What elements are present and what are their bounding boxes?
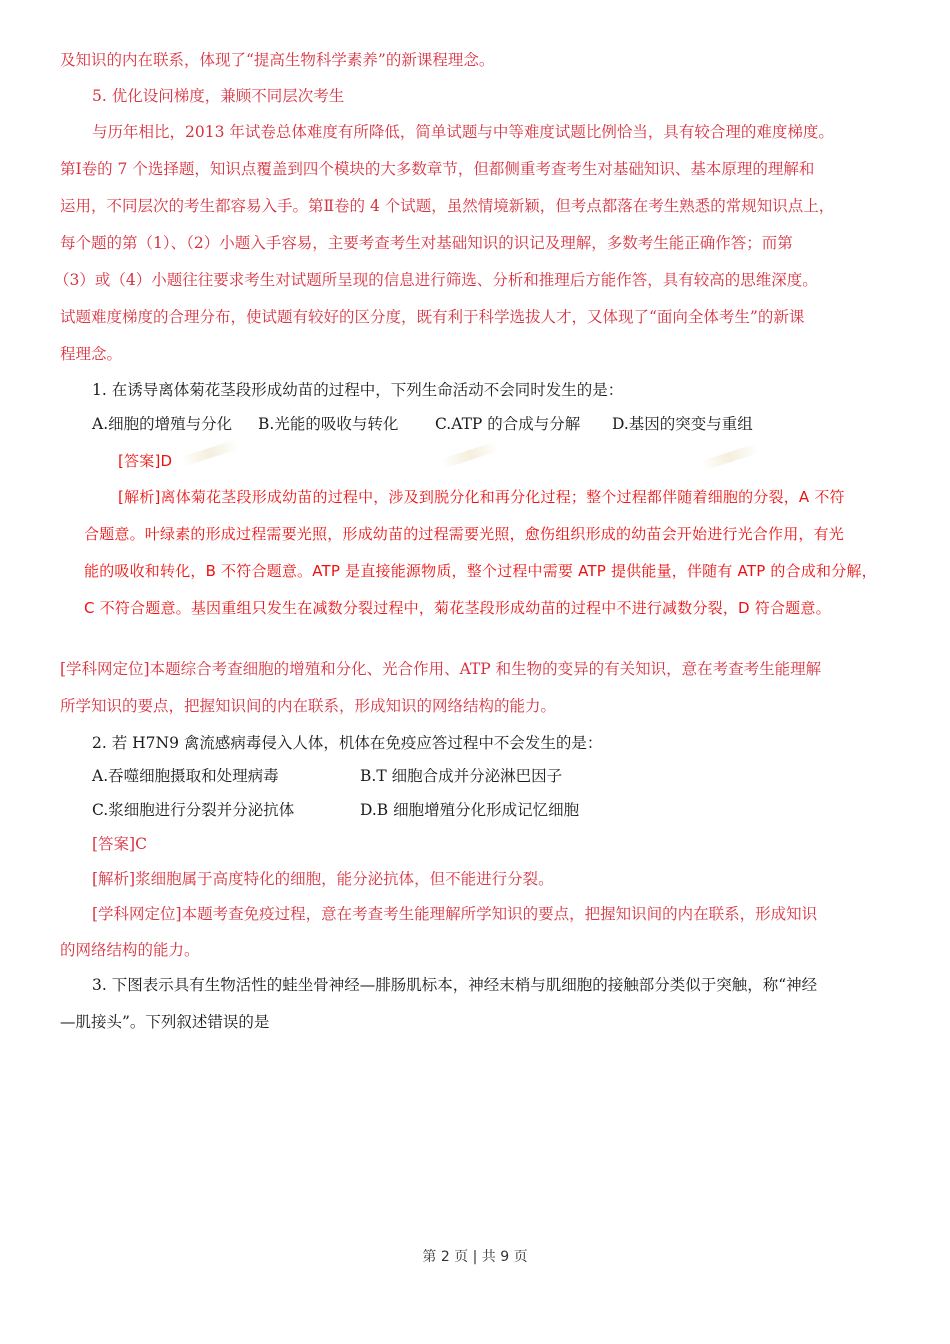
question-2-positioning-line: [学科网定位]本题考查免疫过程，意在考查考生能理解所学知识的要点，把握知识间的内在联系，形成知识 [92, 905, 818, 923]
intro-paragraph-line: 程理念。 [60, 345, 123, 363]
intro-paragraph-line: （3）或（4）小题往往要求考生对试题所呈现的信息进行筛选、分析和推理后方能作答，具有较高的思维深度。 [54, 271, 818, 289]
intro-paragraph-line: 第Ⅰ卷的 7 个选择题，知识点覆盖到四个模块的大多数章节，但都侧重考查考生对基础知识、基本原理的理解和 [60, 160, 815, 178]
intro-paragraph-line: 与历年相比，2013 年试卷总体难度有所降低，简单试题与中等难度试题比例恰当，具有较合理的难度梯度。 [92, 123, 834, 141]
intro-line: 及知识的内在联系，体现了“提高生物科学素养”的新课程理念。 [60, 51, 495, 69]
question-1-option-a: A.细胞的增殖与分化 [92, 415, 233, 433]
question-1-option-d: D.基因的突变与重组 [612, 415, 753, 433]
question-1-positioning-line: 所学知识的要点，把握知识间的内在联系，形成知识的网络结构的能力。 [60, 697, 557, 715]
question-2-answer: [答案]C [92, 835, 147, 853]
question-1-option-c: C.ATP 的合成与分解 [435, 415, 581, 433]
question-1-answer: [答案]D [118, 452, 173, 470]
question-2-option-d: D.B 细胞增殖分化形成记忆细胞 [360, 801, 580, 819]
intro-paragraph-line: 试题难度梯度的合理分布，使试题有较好的区分度，既有利于科学选拔人才，又体现了“面向全体考生”的新课 [60, 308, 805, 326]
question-1-analysis-line: 合题意。叶绿素的形成过程需要光照，形成幼苗的过程需要光照，愈伤组织形成的幼苗会开始进行光合作用，有光 [84, 525, 845, 543]
question-2-stem: 2. 若 H7N9 禽流感病毒侵入人体，机体在免疫应答过程中不会发生的是： [92, 734, 603, 752]
question-1-option-b: B.光能的吸收与转化 [258, 415, 399, 433]
question-1-positioning-line: [学科网定位]本题综合考查细胞的增殖和分化、光合作用、ATP 和生物的变异的有关知识，意在考查考生能理解 [60, 660, 822, 678]
question-1-analysis-line: [解析]离体菊花茎段形成幼苗的过程中，涉及到脱分化和再分化过程；整个过程都伴随着细胞的分裂，A 不符 [118, 488, 845, 506]
question-2-option-b: B.T 细胞合成并分泌淋巴因子 [360, 767, 563, 785]
question-3-stem-line: —肌接头”。下列叙述错误的是 [60, 1013, 270, 1031]
question-2-analysis: [解析]浆细胞属于高度特化的细胞，能分泌抗体，但不能进行分裂。 [92, 870, 554, 888]
watermark-decoration [700, 443, 760, 471]
intro-paragraph-line: 每个题的第（1）、（2）小题入手容易，主要考查考生对基础知识的识记及理解，多数考生能正确作答；而第 [60, 234, 793, 252]
watermark-decoration [440, 441, 500, 469]
intro-paragraph-line: 运用，不同层次的考生都容易入手。第Ⅱ卷的 4 个试题，虽然情境新颖，但考点都落在考生熟悉的常规知识点上， [60, 197, 835, 215]
question-1-analysis-line: 能的吸收和转化，B 不符合题意。ATP 是直接能源物质，整个过程中需要 ATP 提供能量，伴随有 ATP 的合成和分解， [84, 562, 877, 580]
question-2-positioning-line: 的网络结构的能力。 [60, 941, 200, 959]
section-heading-5: 5. 优化设问梯度，兼顾不同层次考生 [92, 87, 345, 105]
watermark-decoration [180, 439, 240, 467]
question-3-stem-line: 3. 下图表示具有生物活性的蛙坐骨神经—腓肠肌标本，神经末梢与肌细胞的接触部分类似于突触，称“神经 [92, 976, 818, 994]
question-2-option-a: A.吞噬细胞摄取和处理病毒 [92, 767, 279, 785]
page-number-footer: 第 2 页 | 共 9 页 [422, 1249, 528, 1265]
question-1-analysis-line: C 不符合题意。基因重组只发生在减数分裂过程中，菊花茎段形成幼苗的过程中不进行减数分裂，D 符合题意。 [84, 599, 831, 617]
question-2-option-c: C.浆细胞进行分裂并分泌抗体 [92, 801, 295, 819]
question-1-stem: 1. 在诱导离体菊花茎段形成幼苗的过程中，下列生命活动不会同时发生的是： [92, 381, 624, 399]
